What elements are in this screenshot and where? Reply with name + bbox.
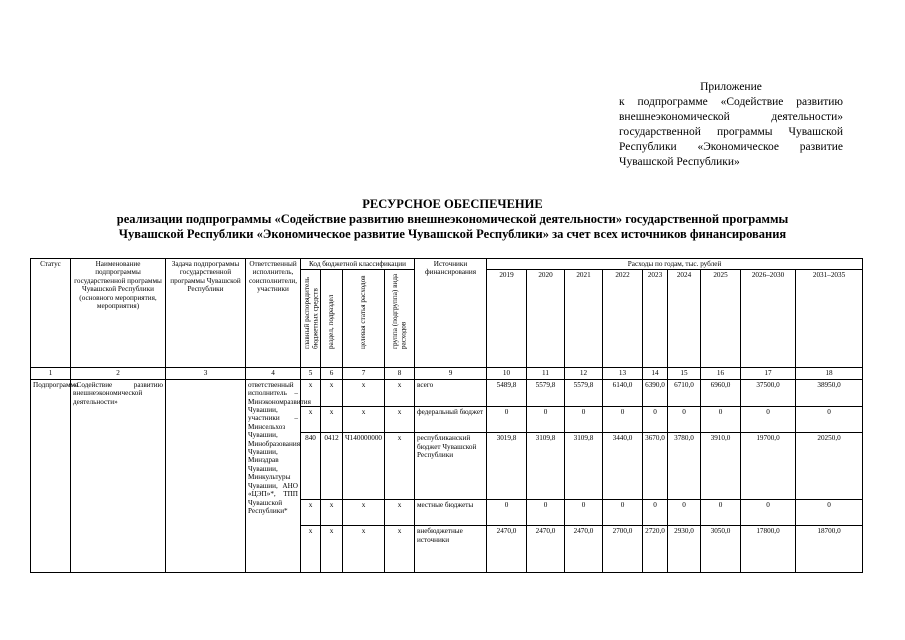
resource-table bbox=[30, 258, 863, 573]
section-cell: x bbox=[321, 526, 343, 573]
header-year: 2024 bbox=[668, 270, 701, 368]
header-year: 2020 bbox=[527, 270, 565, 368]
header-year: 2023 bbox=[643, 270, 668, 368]
expense-value-cell: 2470,0 bbox=[565, 526, 603, 573]
header-budget-code: Код бюджетной классификации bbox=[301, 259, 415, 270]
target-cell: x bbox=[343, 406, 385, 433]
col-number: 7 bbox=[343, 368, 385, 379]
header-year: 2025 bbox=[701, 270, 741, 368]
column-number-row bbox=[31, 368, 863, 379]
appendix-heading: Приложение bbox=[700, 81, 762, 93]
group-cell: x bbox=[385, 379, 415, 406]
expense-value-cell: 6960,0 bbox=[701, 379, 741, 406]
expense-value-cell: 0 bbox=[701, 406, 741, 433]
expense-value-cell: 3050,0 bbox=[701, 526, 741, 573]
expense-value-cell: 5579,8 bbox=[565, 379, 603, 406]
expense-value-cell: 3109,8 bbox=[565, 433, 603, 499]
expense-value-cell: 0 bbox=[643, 406, 668, 433]
grbs-cell: 840 bbox=[301, 433, 321, 499]
group-cell: x bbox=[385, 406, 415, 433]
document-subtitle-line1: реализации подпрограммы «Содействие развитию внешнеэкономической деятельности» государственной программы bbox=[116, 212, 789, 226]
source-cell: внебюджетные источники bbox=[415, 526, 487, 573]
col-number: 1 bbox=[31, 368, 71, 379]
col-number: 18 bbox=[796, 368, 863, 379]
expense-value-cell: 0 bbox=[668, 406, 701, 433]
col-number: 2 bbox=[71, 368, 166, 379]
expense-value-cell: 0 bbox=[796, 406, 863, 433]
expense-value-cell: 0 bbox=[668, 499, 701, 526]
expense-value-cell: 3910,0 bbox=[701, 433, 741, 499]
source-cell: местные бюджеты bbox=[415, 499, 487, 526]
grbs-cell: x bbox=[301, 406, 321, 433]
expense-value-cell: 3440,0 bbox=[603, 433, 643, 499]
header-grbs: главный распорядитель бюджетных средств bbox=[301, 270, 321, 368]
expense-value-cell: 2720,0 bbox=[643, 526, 668, 573]
expense-value-cell: 0 bbox=[796, 499, 863, 526]
expense-value-cell: 0 bbox=[741, 406, 796, 433]
expense-value-cell: 0 bbox=[487, 499, 527, 526]
header-sources: Источники финансирования bbox=[415, 259, 487, 368]
task-cell bbox=[166, 379, 246, 572]
col-number: 11 bbox=[527, 368, 565, 379]
section-cell: x bbox=[321, 406, 343, 433]
expense-value-cell: 38950,0 bbox=[796, 379, 863, 406]
grbs-cell: x bbox=[301, 499, 321, 526]
expense-value-cell: 0 bbox=[565, 499, 603, 526]
header-year: 2026–2030 bbox=[741, 270, 796, 368]
expense-value-cell: 0 bbox=[565, 406, 603, 433]
expense-value-cell: 2470,0 bbox=[527, 526, 565, 573]
document-subtitle-line2: Чувашской Республики «Экономическое развитие Чувашской Республики» за счет всех источников финансирования bbox=[118, 227, 787, 241]
expense-value-cell: 0 bbox=[741, 499, 796, 526]
document-title: РЕСУРСНОЕ ОБЕСПЕЧЕНИЕ bbox=[362, 197, 543, 211]
expense-value-cell: 3670,0 bbox=[643, 433, 668, 499]
expense-value-cell: 0 bbox=[527, 499, 565, 526]
expense-value-cell: 6710,0 bbox=[668, 379, 701, 406]
col-number: 14 bbox=[643, 368, 668, 379]
table-row bbox=[31, 379, 863, 406]
expense-value-cell: 19700,0 bbox=[741, 433, 796, 499]
col-number: 10 bbox=[487, 368, 527, 379]
source-cell: всего bbox=[415, 379, 487, 406]
col-number: 5 bbox=[301, 368, 321, 379]
group-cell: x bbox=[385, 433, 415, 499]
expense-value-cell: 3780,0 bbox=[668, 433, 701, 499]
expense-value-cell: 2700,0 bbox=[603, 526, 643, 573]
appendix-note bbox=[619, 80, 843, 170]
col-number: 4 bbox=[246, 368, 301, 379]
source-cell: республиканский бюджет Чувашской Республики bbox=[415, 433, 487, 499]
expense-value-cell: 0 bbox=[527, 406, 565, 433]
expense-value-cell: 5579,8 bbox=[527, 379, 565, 406]
expense-value-cell: 3019,8 bbox=[487, 433, 527, 499]
header-year: 2031–2035 bbox=[796, 270, 863, 368]
group-cell: x bbox=[385, 499, 415, 526]
header-group: группа (подгруппа) вида расходов bbox=[385, 270, 415, 368]
header-responsible: Ответственный исполнитель, соисполнители, участники bbox=[246, 259, 301, 368]
target-cell: x bbox=[343, 526, 385, 573]
col-number: 12 bbox=[565, 368, 603, 379]
expense-value-cell: 2930,0 bbox=[668, 526, 701, 573]
responsible-cell: ответственный исполнитель – Минэкономразвития Чувашии, участники – Минсельхоз Чувашии, Минобразования Чувашии, Минздрав Чувашии, Минкультуры Чувашии, АНО «ЦЭП»*, ТПП Чувашской Республики* bbox=[246, 379, 301, 572]
col-number: 8 bbox=[385, 368, 415, 379]
expense-value-cell: 0 bbox=[603, 499, 643, 526]
target-cell: x bbox=[343, 379, 385, 406]
grbs-cell: x bbox=[301, 379, 321, 406]
header-year: 2019 bbox=[487, 270, 527, 368]
col-number: 3 bbox=[166, 368, 246, 379]
expense-value-cell: 18700,0 bbox=[796, 526, 863, 573]
expense-value-cell: 0 bbox=[643, 499, 668, 526]
header-status: Статус bbox=[31, 259, 71, 368]
expense-value-cell: 20250,0 bbox=[796, 433, 863, 499]
header-year: 2021 bbox=[565, 270, 603, 368]
expense-value-cell: 3109,8 bbox=[527, 433, 565, 499]
target-cell: Ч140000000 bbox=[343, 433, 385, 499]
source-cell: федеральный бюджет bbox=[415, 406, 487, 433]
group-cell: x bbox=[385, 526, 415, 573]
expense-value-cell: 0 bbox=[603, 406, 643, 433]
expense-value-cell: 0 bbox=[701, 499, 741, 526]
program-name-cell: «Содействие развитию внешнеэкономической деятельности» bbox=[71, 379, 166, 572]
expense-value-cell: 0 bbox=[487, 406, 527, 433]
section-cell: x bbox=[321, 379, 343, 406]
expense-value-cell: 17800,0 bbox=[741, 526, 796, 573]
col-number: 13 bbox=[603, 368, 643, 379]
expense-value-cell: 6390,0 bbox=[643, 379, 668, 406]
col-number: 9 bbox=[415, 368, 487, 379]
col-number: 15 bbox=[668, 368, 701, 379]
header-expenses: Расходы по годам, тыс. рублей bbox=[487, 259, 863, 270]
header-task: Задача подпрограммы государственной программы Чувашской Республики bbox=[166, 259, 246, 368]
section-cell: x bbox=[321, 499, 343, 526]
target-cell: x bbox=[343, 499, 385, 526]
col-number: 6 bbox=[321, 368, 343, 379]
status-cell: Подпрограмма bbox=[31, 379, 71, 572]
header-target: целевая статья расходов bbox=[343, 270, 385, 368]
grbs-cell: x bbox=[301, 526, 321, 573]
col-number: 17 bbox=[741, 368, 796, 379]
header-year: 2022 bbox=[603, 270, 643, 368]
section-cell: 0412 bbox=[321, 433, 343, 499]
appendix-text: к подпрограмме «Содействие развитию внешнеэкономической деятельности» государственной программы Чувашской Республики «Экономическое развитие Чувашской Республики» bbox=[619, 96, 843, 168]
header-section: раздел, подраздел bbox=[321, 270, 343, 368]
col-number: 16 bbox=[701, 368, 741, 379]
header-name: Наименование подпрограммы государственной программы Чувашской Республики (основного мероприятия, мероприятия) bbox=[71, 259, 166, 368]
expense-value-cell: 37500,0 bbox=[741, 379, 796, 406]
expense-value-cell: 2470,0 bbox=[487, 526, 527, 573]
expense-value-cell: 6140,0 bbox=[603, 379, 643, 406]
expense-value-cell: 5489,8 bbox=[487, 379, 527, 406]
